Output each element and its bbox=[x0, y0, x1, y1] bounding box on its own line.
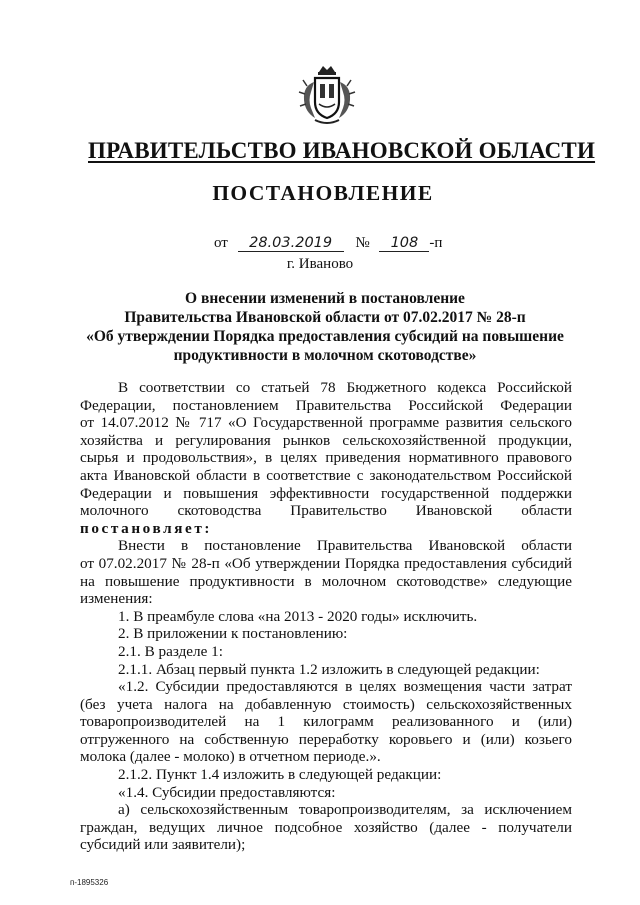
subject-line: «Об утверждении Порядка предоставления субсидий на повышение bbox=[86, 328, 564, 345]
resolves-word: постановляет: bbox=[80, 519, 213, 537]
body-line: молочного скотоводства Правительство Ивановской области bbox=[80, 502, 572, 520]
body-line: Федерации и повышения эффективности государственной поддержки bbox=[80, 484, 572, 502]
item-2-1-2: 2.1.2. Пункт 1.4 изложить в следующей редакции: bbox=[118, 766, 442, 784]
quote-1-4: «1.4. Субсидии предоставляются: bbox=[118, 783, 336, 801]
sub-a-line: а) сельскохозяйственным товаропроизводителям, за исключением bbox=[118, 801, 572, 819]
quote-line: «1.2. Субсидии предоставляются в целях возмещения части затрат bbox=[118, 678, 572, 696]
body-line: сырья и продовольствия», в целях приведения нормативного правового bbox=[80, 449, 572, 467]
handwritten-number: 108 bbox=[379, 235, 429, 252]
body-line: на повышение продуктивности в молочном скотоводстве» следующие bbox=[80, 572, 572, 590]
document-code: п-1895326 bbox=[70, 878, 109, 887]
quote-line: молока (далее - молоко) в отчетном периоде.». bbox=[80, 748, 381, 766]
number-suffix: -п bbox=[429, 235, 443, 251]
coat-of-arms-emblem bbox=[297, 62, 357, 128]
handwritten-date: 28.03.2019 bbox=[238, 235, 344, 252]
item-2-1: 2.1. В разделе 1: bbox=[118, 642, 223, 660]
body-line: Внести в постановление Правительства Ивановской области bbox=[118, 537, 572, 555]
quote-line: отгруженного на собственную переработку коровьего и (или) козьего bbox=[80, 730, 572, 748]
sub-a-line: граждан, ведущих личное подсобное хозяйство (далее - получатели bbox=[80, 818, 572, 836]
sub-a-line: субсидий или заявители); bbox=[80, 836, 246, 854]
body-line: В соответствии со статьей 78 Бюджетного кодекса Российской bbox=[118, 379, 572, 396]
document-body bbox=[80, 379, 572, 854]
subject-line: Правительства Ивановской области от 07.02.2017 № 28-п bbox=[124, 309, 526, 326]
body-line: хозяйства и регулирования рынков сельскохозяйственной продукции, bbox=[80, 431, 572, 449]
body-line: акта Ивановской области в соответствие с законодательством Российской bbox=[80, 466, 572, 484]
city: г. Иваново bbox=[286, 256, 354, 272]
date-prefix: от bbox=[214, 235, 228, 251]
quote-line: (без учета налога на добавленную стоимость) сельскохозяйственных bbox=[80, 695, 572, 713]
subject-line: продуктивности в молочном скотоводстве» bbox=[173, 347, 477, 364]
subject-line: О внесении изменений в постановление bbox=[185, 290, 465, 307]
government-title: ПРАВИТЕЛЬСТВО ИВАНОВСКОЙ ОБЛАСТИ bbox=[88, 138, 596, 163]
body-line: от 14.07.2012 № 717 «О Государственной программе развития сельского bbox=[80, 414, 572, 432]
document-type: ПОСТАНОВЛЕНИЕ bbox=[212, 181, 434, 205]
body-line: от 07.02.2017 № 28-п «Об утверждении Порядка предоставления субсидий bbox=[80, 554, 572, 572]
document-subject bbox=[80, 289, 570, 365]
item-2: 2. В приложении к постановлению: bbox=[118, 625, 348, 643]
body-line: изменения: bbox=[80, 590, 153, 608]
item-1: 1. В преамбуле слова «на 2013 - 2020 годы» исключить. bbox=[118, 607, 478, 625]
number-label: № bbox=[355, 235, 370, 251]
date-line bbox=[214, 235, 442, 252]
body-line: Федерации, постановлением Правительства Российской Федерации bbox=[80, 396, 572, 414]
quote-line: товаропроизводителей на 1 килограмм реализованного и (или) bbox=[80, 713, 572, 731]
item-2-1-1: 2.1.1. Абзац первый пункта 1.2 изложить в следующей редакции: bbox=[118, 660, 540, 678]
